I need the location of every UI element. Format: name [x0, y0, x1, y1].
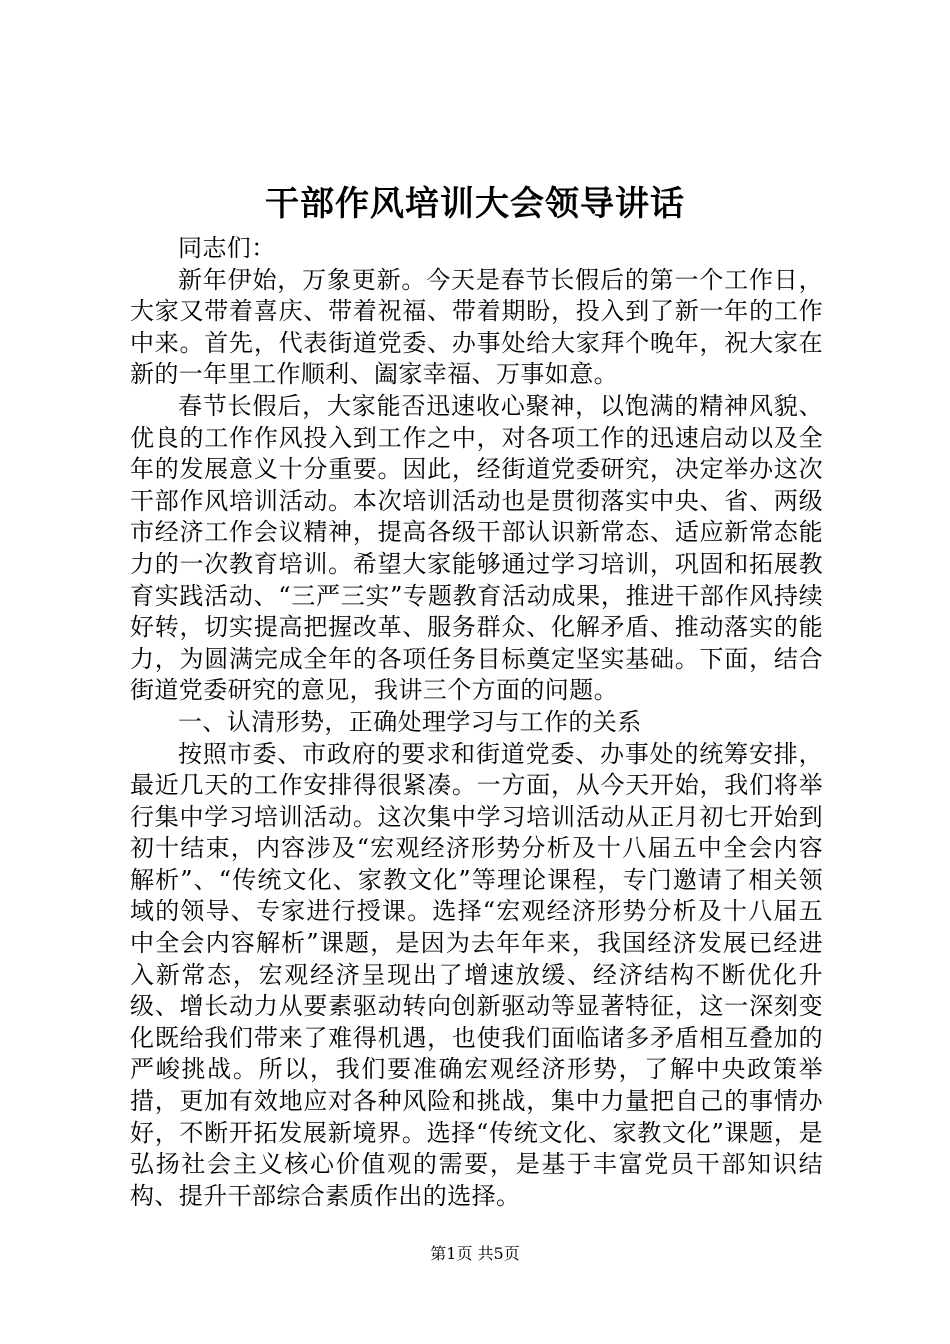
document-title: 干部作风培训大会领导讲话 [265, 184, 685, 224]
section-heading: 一、认清形势，正确处理学习与工作的关系 [178, 707, 642, 736]
page-number: 第1页 共5页 [430, 1244, 520, 1263]
document-body [130, 233, 823, 1212]
paragraph-section-one: 按照市委、市政府的要求和街道党委、办事处的统筹安排，最近几天的工作安排得很紧凑。一方面，从今天开始，我们将举行集中学习培训活动。这次集中学习培训活动从正月初七开始到初十结束，内容涉及“宏观经济形势分析及十八届五中全会内容解析”、“传统文化、家教文化”等理论课程，专门邀请了相关领域的领导、专家进行授课。选择“宏观经济形势分析及十八届五中全会内容解析”课题，是因为去年年来，我国经济发展已经进入新常态，宏观经济呈现出了增速放缓、经济结构不断优化升级、增长动力从要素驱动转向创新驱动等显著特征，这一深刻变化既给我们带来了难得机遇，也使我们面临诸多矛盾相互叠加的严峻挑战。所以，我们要准确宏观经济形势，了解中央政策举措，更加有效地应对各种风险和挑战，集中力量把自己的事情办好，不断开拓发展新境界。选择“传统文化、家教文化”课题，是弘扬社会主义核心价值观的需要，是基于丰富党员干部知识结构、提升干部综合素质作出的选择。 [130, 739, 823, 1210]
salutation: 同志们： [178, 234, 276, 262]
paragraph-purpose: 春节长假后，大家能否迅速收心聚神，以饱满的精神风貌、优良的工作作风投入到工作之中，对各项工作的迅速启动以及全年的发展意义十分重要。因此，经街道党委研究，决定举办这次干部作风培训活动。本次培训活动也是贯彻落实中央、省、两级市经济工作会议精神，提高各级干部认识新常态、适应新常态能力的一次教育培训。希望大家能够通过学习培训，巩固和拓展教育实践活动、“三严三实”专题教育活动成果，推进干部作风持续好转，切实提高把握改革、服务群众、化解矛盾、推动落实的能力，为圆满完成全年的各项任务目标奠定坚实基础。下面，结合街道党委研究的意见，我讲三个方面的问题。 [130, 391, 823, 705]
paragraph-opening: 新年伊始，万象更新。今天是春节长假后的第一个工作日，大家又带着喜庆、带着祝福、带着期盼，投入到了新一年的工作中来。首先，代表街道党委、办事处给大家拜个晚年，祝大家在新的一年里工作顺利、阖家幸福、万事如意。 [130, 265, 823, 389]
